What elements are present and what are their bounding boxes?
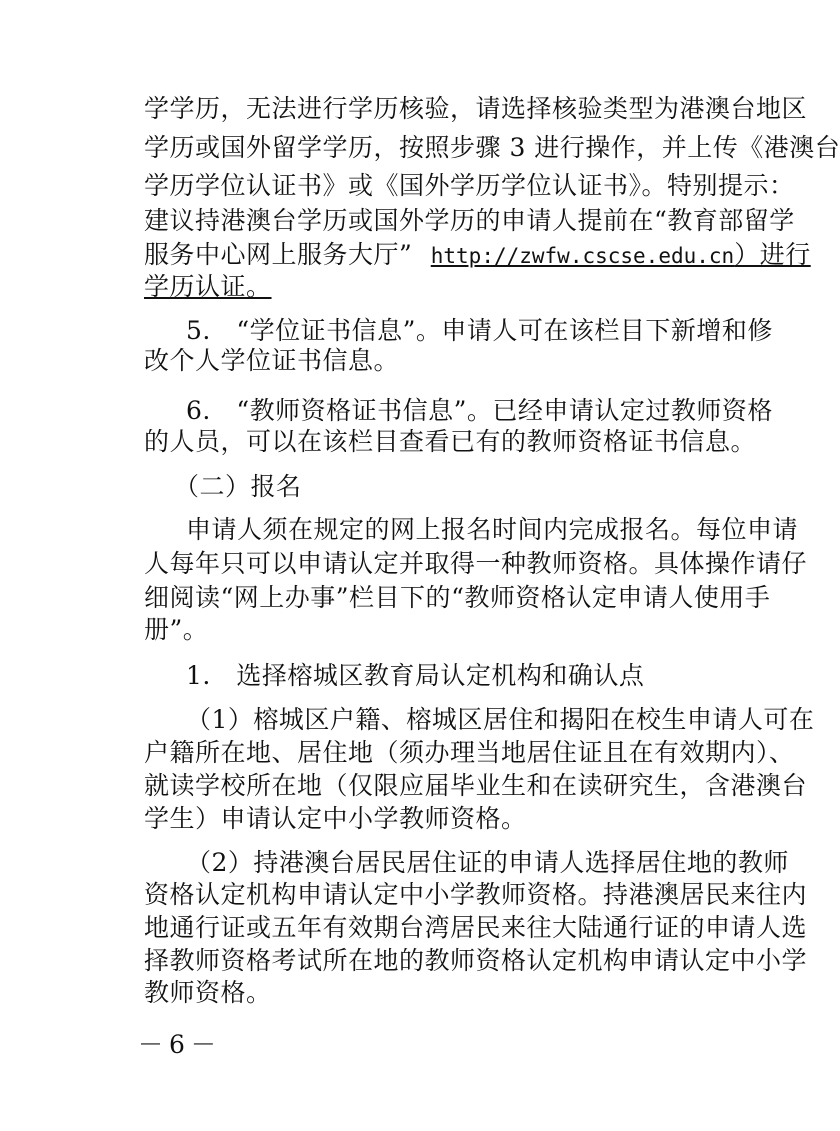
paragraph-1-line-5-text: 服务中心网上服务大厅” [144,240,413,269]
section-2-heading: （二）报名 [174,472,302,501]
clause-2-line-4: 择教师资格考试所在地的教师资格认定机构申请认定中小学 [144,946,808,975]
paragraph-1-line-3: 学历学位认证书》或《国外学历学位认证书》。特别提示： [144,171,795,200]
clause-2-line-2: 资格认定机构申请认定中小学教师资格。持港澳居民来往内 [144,880,808,909]
paragraph-2-line-3: 细阅读“网上办事”栏目下的“教师资格认定申请人使用手 [144,583,771,612]
paragraph-1-line-5-tail: ）进行 [734,240,811,269]
item-6-line-2: 的人员，可以在该栏目查看已有的教师资格证书信息。 [144,427,757,456]
paragraph-1-line-5 [144,238,811,273]
paragraph-1-line-6: 学历认证。 [144,272,272,301]
clause-1-line-1: （1）榕城区户籍、榕城区居住和揭阳在校生申请人可在 [186,705,815,734]
paragraph-2-line-1: 申请人须在规定的网上报名时间内完成报名。每位申请 [186,515,799,544]
clause-1-line-3: 就读学校所在地（仅限应届毕业生和在读研究生，含港澳台 [144,771,808,800]
clause-2-line-3: 地通行证或五年有效期台湾居民来往大陆通行证的申请人选 [144,913,808,942]
website-url-link[interactable]: http://zwfw.cscse.edu.cn [430,244,735,268]
item-5-line-2: 改个人学位证书信息。 [144,346,400,375]
item-6-line-1: 6. “教师资格证书信息”。已经申请认定过教师资格 [186,396,773,425]
item-1-heading: 1. 选择榕城区教育局认定机构和确认点 [186,661,645,690]
paragraph-1-line-1: 学学历，无法进行学历核验，请选择核验类型为港澳台地区 [144,94,808,123]
item-5-line-1: 5. “学位证书信息”。申请人可在该栏目下新增和修 [186,316,773,345]
clause-1-line-4: 学生）申请认定中小学教师资格。 [144,804,527,833]
page-number: －6－ [138,1030,222,1059]
paragraph-1-line-2: 学历或国外留学学历，按照步骤 3 进行操作，并上传《港澳台 [144,133,840,162]
clause-2-line-5: 教师资格。 [144,978,272,1007]
paragraph-2-line-2: 人每年只可以申请认定并取得一种教师资格。具体操作请仔 [144,549,808,578]
paragraph-2-line-4: 册”。 [144,615,209,644]
clause-1-line-2: 户籍所在地、居住地（须办理当地居住证且在有效期内）、 [144,738,795,767]
clause-2-line-1: （2）持港澳台居民居住证的申请人选择居住地的教师 [186,848,789,877]
paragraph-1-line-4: 建议持港澳台学历或国外学历的申请人提前在“教育部留学 [144,206,795,235]
